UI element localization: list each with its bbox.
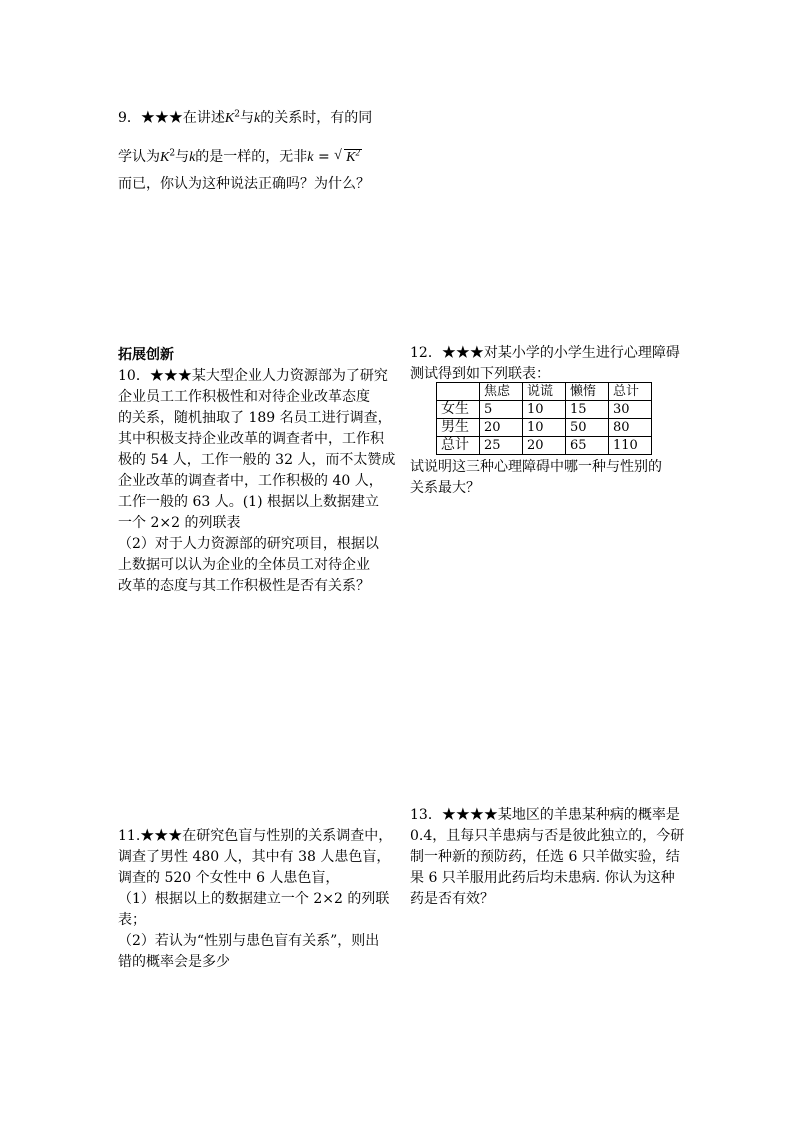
math-exponent: 2 [169,148,176,159]
table-header-row [437,383,652,401]
math-k: k [189,150,196,165]
table-row [437,401,652,419]
table-row-header: 男生 [437,419,480,437]
q13-line: 0.4，且每只羊患病与否是彼此独立的，今研 [410,828,685,844]
q11-line: 调查了男性 480 人，其中有 38 人患色盲， [118,849,391,865]
section-heading: 拓展创新 [118,347,174,363]
q13-line: 药是否有效？ [410,891,494,907]
math-k: k [254,111,261,126]
table-cell: 20 [480,419,523,437]
q12-line: 试说明这三种心理障碍中哪一种与性别的 [410,459,662,475]
question-10 [118,366,395,597]
table-header-cell: 总计 [609,383,652,401]
table-cell: 50 [566,419,609,437]
table-header-cell: 焦虑 [480,383,523,401]
q9-text: 学认为 [118,149,160,165]
table-cell: 5 [480,401,523,419]
q10-line: 极的 54 人，工作一般的 32 人，而不太赞成 [118,452,396,468]
table-row-header: 总计 [437,437,480,455]
q13-line: 13．★★★★某地区的羊患某种病的概率是 [410,807,680,823]
q9-text: 与 [175,149,190,165]
q10-line: 一个 2×2 的列联表 [118,515,241,531]
q9-text: 的是一样的，无非 [195,149,308,165]
q10-line: 改革的态度与其工作积极性是否有关系？ [118,578,370,594]
contingency-table [436,382,652,455]
question-12-continued [410,457,662,499]
table-cell: 110 [609,437,652,455]
table-header-cell: 懒惰 [566,383,609,401]
question-9 [118,108,372,195]
q11-line: 11.★★★在研究色盲与性别的关系调查中， [118,828,393,844]
math-K: K [160,150,170,165]
q13-line: 果 6 只羊服用此药后均未患病. 你认为这种 [410,870,675,886]
q11-line: （1）根据以上的数据建立一个 2×2 的列联 [118,891,390,907]
q9-text: 与 [240,110,254,126]
q10-line: （2）对于人力资源部的研究项目，根据以 [118,536,379,552]
q9-line-3: 而已，你认为这种说法正确吗？为什么？ [118,176,370,192]
math-exponent: 2 [355,147,360,158]
radical-icon: √ [334,148,342,163]
table-cell [437,383,480,401]
table-cell: 80 [609,419,652,437]
math-K: K [346,150,356,165]
table-row [437,437,652,455]
q9-line-1 [118,108,372,129]
math-K: K [224,111,235,126]
q12-line: 12．★★★对某小学的小学生进行心理障碍 [410,345,680,361]
q12-line: 关系最大？ [410,480,480,496]
q9-text: 9．★★★在讲述 [118,110,225,126]
q9-text: 的关系时，有的同 [260,110,373,126]
table-cell: 10 [523,401,566,419]
q10-line: 其中积极支持企业改革的调查者中，工作积 [118,431,384,447]
table-row-header: 女生 [437,401,480,419]
math-exponent: 2 [234,109,240,120]
table-cell: 65 [566,437,609,455]
table-cell: 30 [609,401,652,419]
q11-line: （2）若认为“性别与患色盲有关系”，则出 [118,933,380,949]
q11-line: 表； [118,912,146,928]
q10-line: 企业改革的调查者中，工作积极的 40 人， [118,473,383,489]
q10-line: 的关系，随机抽取了 189 名员工进行调查， [118,410,392,426]
q10-line: 工作一般的 63 人。(1) 根据以上数据建立 [118,494,379,510]
question-12 [410,343,680,385]
q9-line-2 [118,147,372,168]
question-11 [118,826,392,973]
math-k: k [307,150,314,165]
table-row [437,419,652,437]
table-header-cell: 说谎 [523,383,566,401]
table-cell: 25 [480,437,523,455]
q10-line: 10．★★★某大型企业人力资源部为了研究 [118,368,388,384]
square-root [334,147,362,168]
q10-line: 企业员工工作积极性和对待企业改革态度 [118,389,370,405]
question-13 [410,805,684,910]
table-cell: 15 [566,401,609,419]
q12-line: 测试得到如下列联表： [410,366,550,382]
table-cell: 20 [523,437,566,455]
q11-line: 错的概率会是多少 [118,954,230,970]
q13-line: 制一种新的预防药，任选 6 只羊做实验，结 [410,849,680,865]
q11-line: 调查的 520 个女性中 6 人患色盲， [118,870,340,886]
equals-sign: = [313,149,335,165]
table-cell: 10 [523,419,566,437]
q10-line: 上数据可以认为企业的全体员工对待企业 [118,557,370,573]
